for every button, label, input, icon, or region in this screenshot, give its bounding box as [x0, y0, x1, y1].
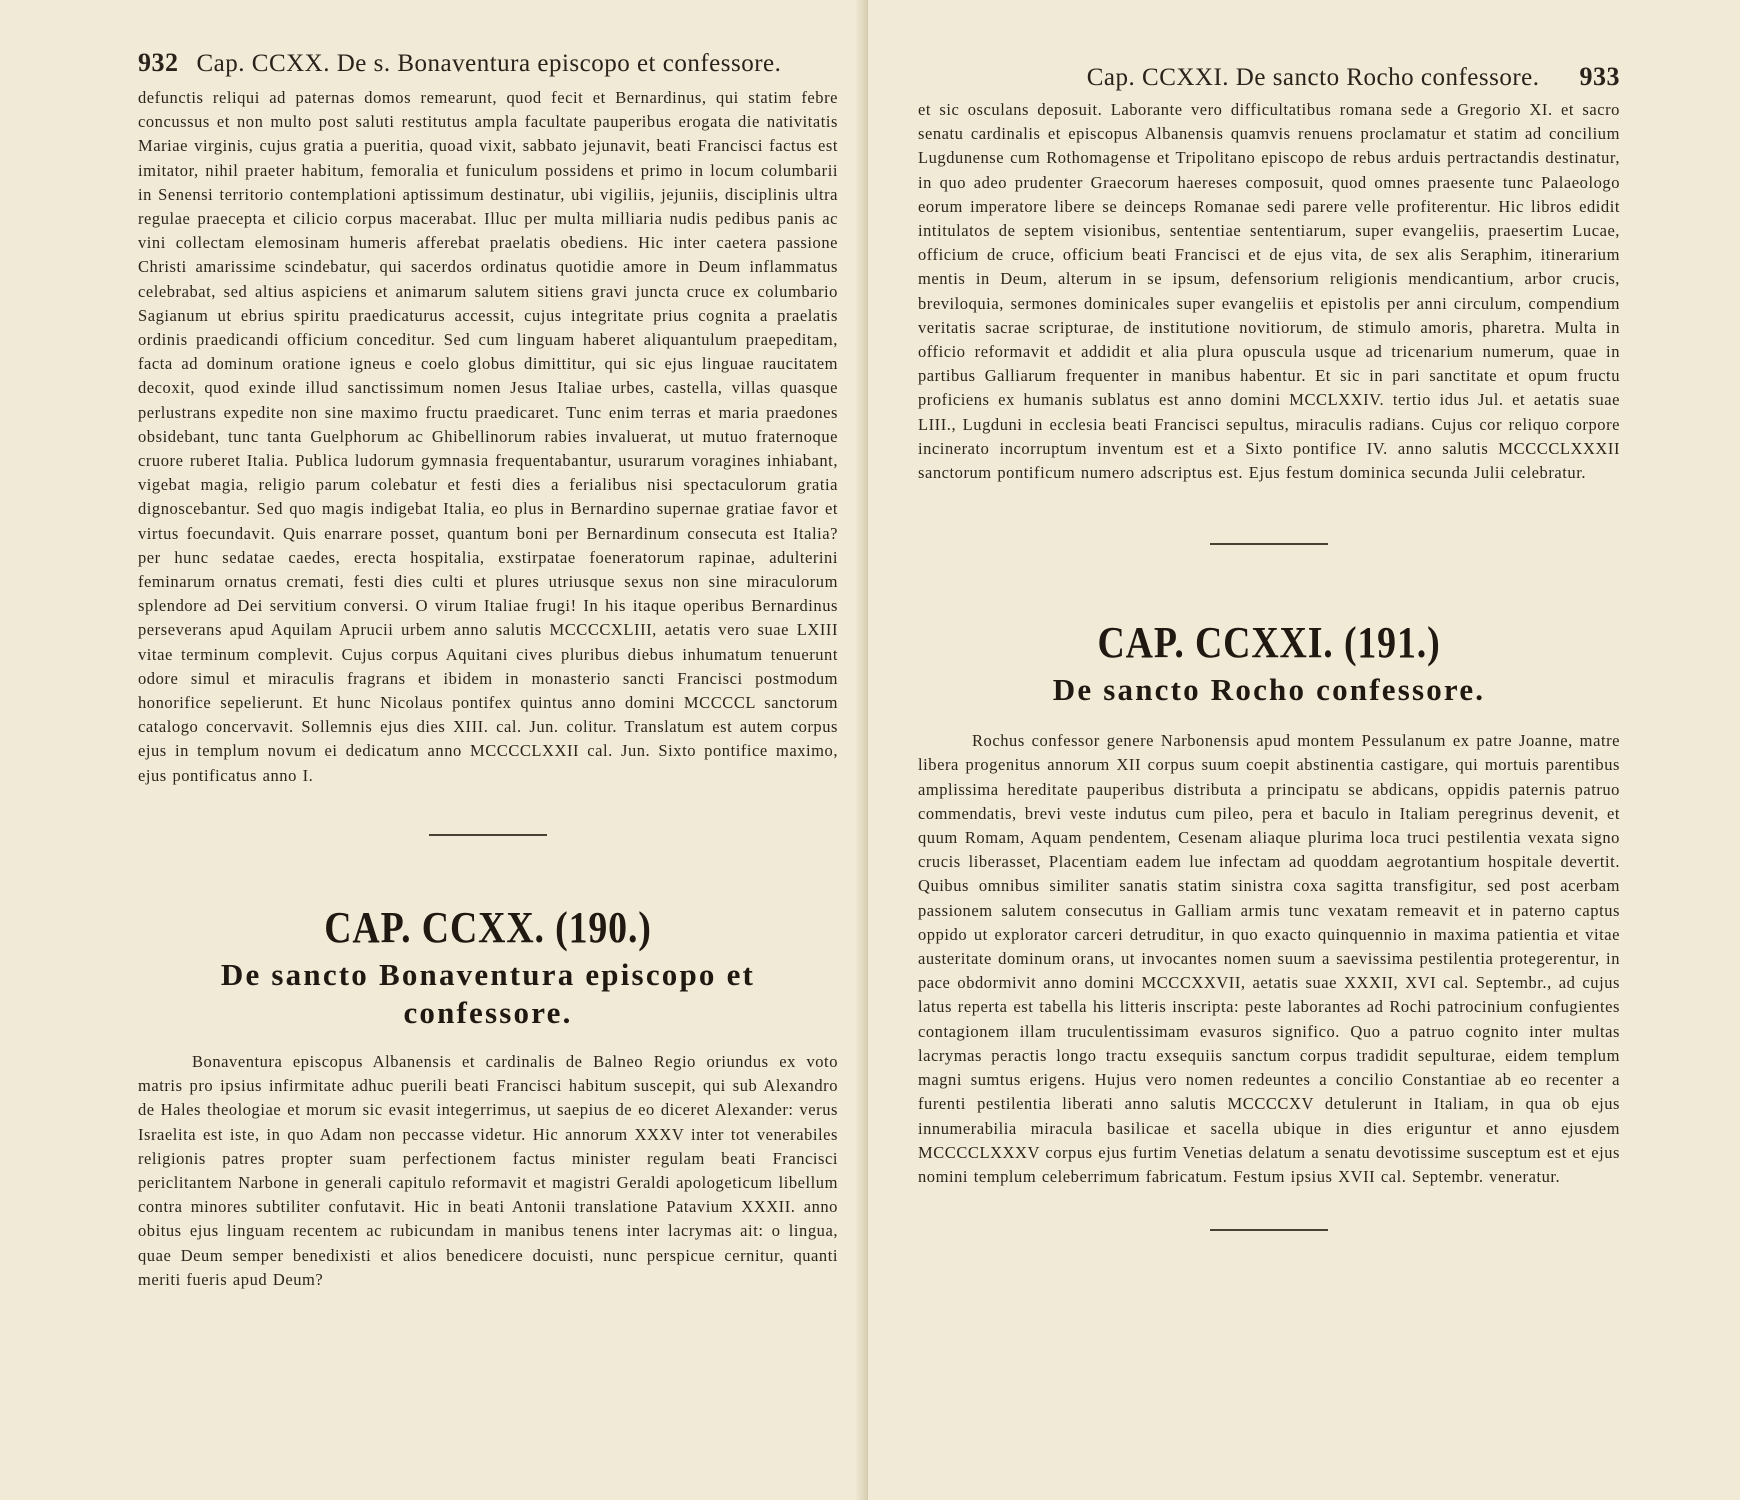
left-chapter-text: Bonaventura episcopus Albanensis et cardinalis de Balneo Regio oriundus ex voto matris pro ipsius infirmitate adhuc puerili beati Francisci habitum suscepit, qui sub Alexandro de Hales theologiae et morum sic evasit integerrimus, ut saepius de eo diceret Alexander: verus Israelita est iste, in quo Adam non peccasse videtur. Hic annorum XXXV inter tot venerabiles religionis patres propter suam perfectionem factus minister regulam beati Francisci periclitantem Narbone in generali capitulo reformavit et magistri Geraldi apologeticum libellum contra minores subtiliter confutavit. Hic in beati Antonii translatione Patavium XXXII. anno obitus ejus linguam recentem ac rubicundam in manibus tenens inter lacrymas ait: o lingua, quae Deum semper benedixisti et alios benedicere docuisti, nunc perspicue cernitur, quanti meriti fueris apud Deum? — [138, 1051, 838, 1289]
left-page-number: 932 — [138, 48, 179, 77]
left-running-head — [138, 48, 838, 78]
left-chapter-number: CAP. CCXX. (190.) — [324, 902, 652, 952]
section-divider — [1210, 1229, 1328, 1231]
section-divider — [429, 834, 547, 836]
right-chapter-number: CAP. CCXXI. (191.) — [1097, 618, 1441, 668]
right-chapter-text: Rochus confessor genere Narbonensis apud montem Pessulanum ex patre Joanne, matre libera progenitus annorum XII corpus suum coepit abstinentia castigare, qui mortuis parentibus amplissima hereditate pauperibus distributa a principatu se abdicans, oppidis paternis patruo commendatis, brevi veste indutus cum pileo, pera et baculo in Italiam peregrinus devenit, et quum Romam, Aquam pendentem, Cesenam aliaque plurima loca truci pestilentia vexata signo crucis liberasset, Placentiam eadem lue infectam ad quoddam aegrotantium hospitale devertit. Quibus omnibus similiter sanatis statim sinistra coxa sagitta transfigitur, sed post acerbam passionem salutem consecutus in Galliam armis tunc vexatam remeavit et in paterno captus oppido ut explorator carceri detruditur, in quo exacto quinquennio in maxima patientia et vitae austeritate dominum orans, ut invocantes nomen suum a saevissima pestilentia protegerentur, in pace obdormivit anno domini MCCCXXVII, aetatis suae XXXII, XVI cal. Septembr., ad cujus latus reperta est tabella his litteris inscripta: peste laborantes ad Rochi patrocinium confugientes contagionem illam truculentissimam evasuros significo. Quo a patruo cognito inter multas lacrymas peractis longo tractu exsequiis sanctum corpus tradidit sepulturae, eidem templum magni sumtus erigens. Hujus vero nomen redeuntes a concilio Constantiae ab eo recenter a furenti pestilentia liberati anno salutis MCCCCXV detulerunt in Italiam, in qua ob ejus innumerabilia miracula basilicae et sacella ubique in dies eriguntur et anno ejusdem MCCCCLXXXV corpus ejus furtim Venetias delatum a senatu devotissime susceptum est et ejus nomini templum celeberrimum fabricatum. Festum ipsius XVII cal. Septembr. veneratur. — [918, 731, 1620, 1186]
right-running-head-text: Cap. CCXXI. De sancto Rocho confessore. — [1086, 64, 1540, 91]
left-continued-text: defunctis reliqui ad paternas domos remearunt, quod fecit et Bernardinus, qui statim febre concussus et non multo post saluti restitutus ampla facultate pauperibus erogata die nativitatis Mariae virginis, cujus gratia a pueritia, quoad vixit, sabbato jejunavit, beati Francisci factus est imitator, nihil praeter habitum, femoralia et funiculum possidens et primo in locum columbarii in Senensi territorio contemplationi aptissimum destinatur, ubi vigiliis, jejuniis, disciplinis ultra regulae praecepta et cilicio corpus macerabat. Illuc per multa milliaria nudis pedibus panis ac vini collectam elemosinam humeris afferebat praelatis obediens. Hic inter caetera passione Christi amarissime scindebatur, qui sacerdos ordinatus quotidie amore in Deum inflammatus celebrabat, sed altius aspiciens et animarum salutem sitiens gravi juncta cruce ex columbario Sagianum ut ebrius spiritu praedicaturus accessit, cujus integritate prius cognita a praelatis ordinis praedicandi officium conceditur. Sed cum linguam haberet aliquantulum praepeditam, facta ad dominum oratione igneus e coelo globus dimittitur, qui sic ejus linguae raucitatem decoxit, quod exinde illud sanctissimum nomen Jesus Italiae urbes, castella, villas quasque perlustrans expedite non sine maximo fructu praedicaret. Tunc enim terras et maria praedones obsidebant, tunc tanta Guelphorum ac Ghibellinorum rabies invaluerat, ut mutuo fraternoque cruore ruberet Italia. Publica ludorum gymnasia frequentabantur, usurarum voragines inhiabant, vigebat magia, religio parum colebatur et festi dies a ferialibus nisi spectaculorum gratia dignoscebantur. Sed quo magis indigebat Italia, eo plus in Bernardino supernae gratiae favor et virtus foecundavit. Quis enarrare posset, quantum boni per Bernardinum consecuta est Italia? per hunc sedatae caedes, erecta hospitalia, exstirpatae foeneratorum rapinae, adulterini feminarum ornatus cremati, festi dies culti et plures utriusque sexus non sine miraculorum splendore ad Dei servitium conversi. O virum Italiae frugi! In his itaque operibus Bernardinus perseverans apud Aquilam Aprucii urbem anno salutis MCCCCXLIII, aetatis vero suae LXIII vitae terminum complevit. Cujus corpus Aquitani cives pluribus diebus inhumatum tenuerunt odore simul et miraculis fragrans et ibidem in monasterio sancti Francisci postmodum honorifice sepelierunt. Et hunc Nicolaus pontifex quintus anno domini MCCCCL sanctorum catalogo concervavit. Sollemnis ejus dies XIII. cal. Jun. colitur. Translatum est autem corpus ejus in templum novum ei dedicatum anno MCCCCLXXII cal. Jun. Sixto pontifice maximo, ejus pontificatus anno I. — [138, 88, 838, 785]
right-chapter-title: De sancto Rocho confessore. — [1052, 672, 1486, 708]
left-page — [0, 0, 868, 1500]
left-chapter-title: De sancto Bonaventura episcopo et confessore. — [220, 956, 756, 1030]
left-running-head-text: Cap. CCXX. De s. Bonaventura episcopo et confessore. — [196, 50, 782, 77]
right-running-head — [918, 62, 1620, 92]
right-page — [868, 0, 1740, 1500]
right-page-number: 933 — [1579, 62, 1620, 91]
right-continued-text: et sic osculans deposuit. Laborante vero difficultatibus romana sede a Gregorio XI. et sacro senatu cardinalis et episcopus Albanensis quamvis renuens proclamatur et statim ad concilium Lugdunense cum Rothomagense et Tripolitano episcopo de rebus arduis pertractandis destinatur, in quo adeo prudenter Graecorum haereses composuit, quod omnes praesente tunc Palaeologo eorum imperatore libere se deinceps Romanae sedi parere velle profiterentur. Hic libros edidit intitulatos de septem visionibus, sententiae sententiarum, super evangeliis, praesertim Lucae, officium de cruce, officium beati Francisci et de ejus vita, de sex alis Seraphim, itinerarium mentis in Deum, alterum in se ipsum, defensorium religionis mendicantium, arbor crucis, breviloquia, sermones dominicales super evangeliis et epistolis per anni circulum, compendium veritatis sacrae scripturae, de institutione novitiorum, de stimulo amoris, pharetra. Multa in officio reformavit et addidit et alia plura opuscula usque ad tricenarium numerum, quae in partibus Galliarum frequenter in manibus habentur. Et sic in pari sanctitate et opum fructu proficiens ex humanis sublatus est anno domini MCCLXXIV. tertio idus Jul. et aetatis suae LIII., Lugduni in ecclesia beati Francisci sepultus, miraculis radians. Cujus cor reliquo corpore incinerato incorruptum inventum est et a Sixto pontifice IV. anno salutis MCCCCLXXXII sanctorum pontificum numero adscriptus est. Ejus festum dominica secunda Julii celebratur. — [918, 100, 1620, 483]
section-divider — [1210, 543, 1328, 545]
